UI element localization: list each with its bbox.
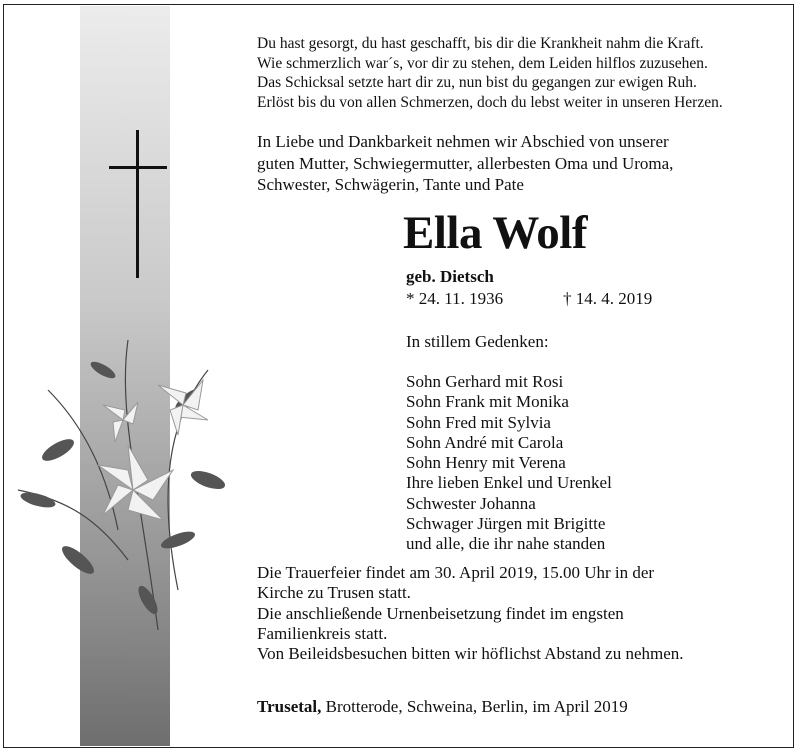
footer-main-place: Trusetal, [257,697,322,716]
cross-icon [136,130,139,278]
intro-line: Schwester, Schwägerin, Tante und Pate [257,175,524,194]
mourner-item: Sohn André mit Carola [406,432,564,452]
cross-icon-bar [109,166,167,169]
mourner-item: Sohn Fred mit Sylvia [406,412,551,432]
notice-line: Kirche zu Trusen statt. [257,583,411,603]
poem-line: Du hast gesorgt, du hast geschafft, bis dir die Krankheit nahm die Kraft. [257,35,704,52]
mourner-item: Sohn Henry mit Verena [406,453,566,473]
death-date: † 14. 4. 2019 [563,289,653,308]
poem-line: Das Schicksal setzte hart dir zu, nun bist du gegangen zur ewigen Ruh. [257,74,697,91]
birth-name: geb. Dietsch [406,267,494,286]
notice-line: Familienkreis statt. [257,623,388,643]
notice-line: Von Beileidsbesuchen bitten wir höflichst Abstand zu nehmen. [257,644,684,664]
notice-line: Die Trauerfeier findet am 30. April 2019, 15.00 Uhr in der [257,563,655,582]
life-dates [406,289,653,309]
deceased-name: Ella Wolf [403,207,587,259]
mourner-item: Ihre lieben Enkel und Urenkel [406,473,612,493]
lily-flower-arrangement-image [8,330,248,640]
poem [257,34,723,112]
birth-date: * 24. 11. 1936 [406,289,504,308]
mourner-item: Sohn Gerhard mit Rosi [406,372,564,391]
notice-line: Die anschließende Urnenbeisetzung findet im engsten [257,603,624,623]
memory-heading: In stillem Gedenken: [406,332,549,351]
footer-other-places: Brotterode, Schweina, Berlin, im April 2019 [321,697,628,716]
mourners-list [406,372,612,555]
farewell-intro [257,131,782,196]
mourner-item: Sohn Frank mit Monika [406,392,569,412]
mourner-item: Schwester Johanna [406,493,536,513]
intro-line: In Liebe und Dankbarkeit nehmen wir Abschied von unserer [257,132,669,151]
poem-line: Erlöst bis du von allen Schmerzen, doch du lebst weiter in unseren Herzen. [257,93,723,111]
funeral-notice [257,563,684,664]
mourner-item: und alle, die ihr nahe standen [406,534,606,554]
intro-line: guten Mutter, Schwiegermutter, allerbesten Oma und Uroma, [257,153,674,173]
footer-places [257,697,628,717]
mourner-item: Schwager Jürgen mit Brigitte [406,514,606,534]
poem-line: Wie schmerzlich war´s, vor dir zu stehen, dem Leiden hilflos zuzusehen. [257,54,708,72]
